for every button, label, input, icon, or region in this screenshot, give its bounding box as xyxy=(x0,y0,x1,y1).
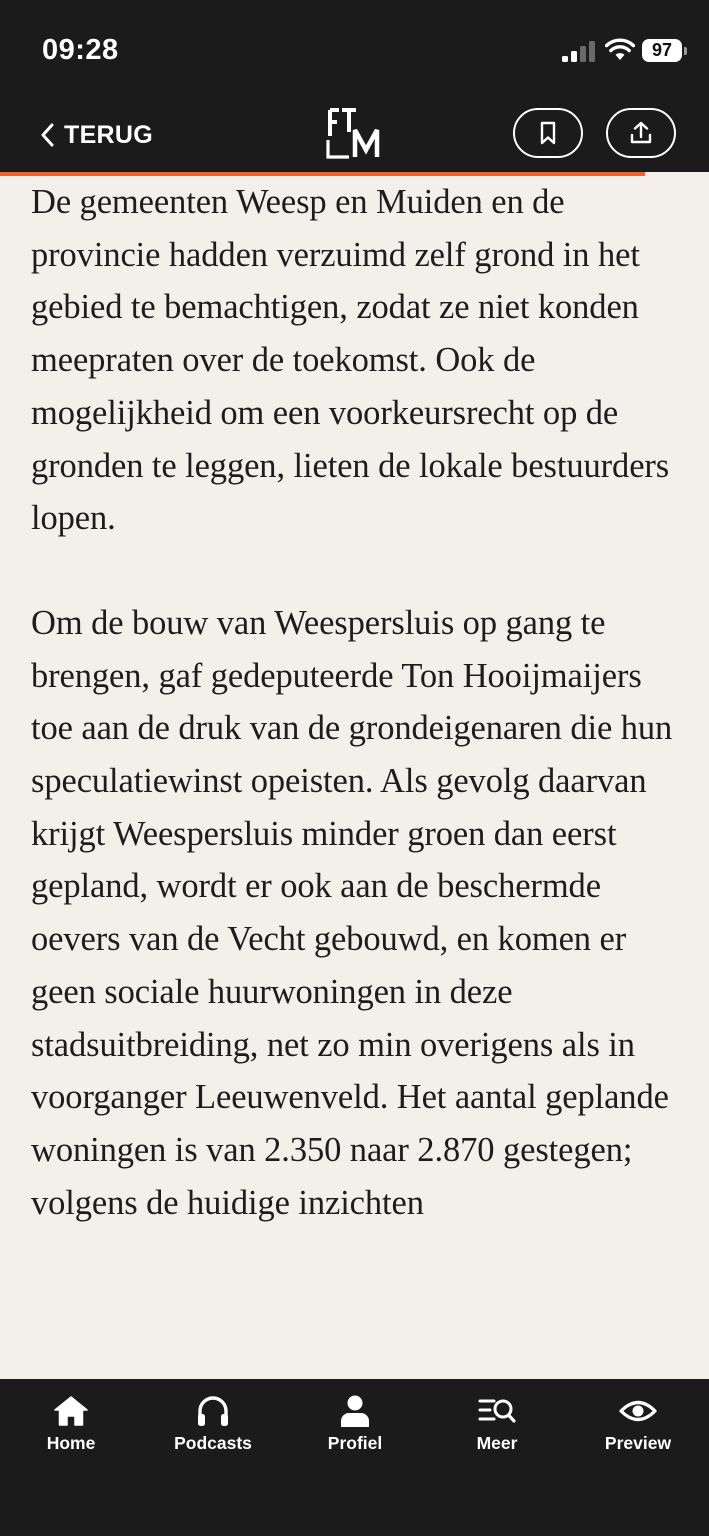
article-content xyxy=(0,176,709,1379)
eye-icon xyxy=(618,1393,658,1429)
tab-profiel[interactable] xyxy=(284,1393,426,1463)
back-button[interactable] xyxy=(38,114,153,156)
status-time: 09:28 xyxy=(42,34,119,66)
back-label: TERUG xyxy=(64,120,153,149)
article-body xyxy=(31,176,691,1229)
search-list-icon xyxy=(477,1393,517,1429)
tab-label: Preview xyxy=(604,1433,672,1453)
profile-icon xyxy=(335,1393,375,1429)
tab-preview[interactable] xyxy=(567,1393,709,1463)
bookmark-icon xyxy=(537,120,559,146)
ftm-logo xyxy=(326,106,384,160)
tab-label: Meer xyxy=(476,1433,518,1453)
tab-label: Profiel xyxy=(327,1433,383,1453)
tab-home[interactable] xyxy=(0,1393,142,1463)
tab-label: Podcasts xyxy=(174,1433,252,1453)
bookmark-button[interactable] xyxy=(513,108,583,158)
status-bar xyxy=(0,0,709,100)
bottom-tab-bar xyxy=(0,1379,709,1536)
cellular-signal-icon xyxy=(562,40,596,62)
share-icon xyxy=(628,120,654,146)
chevron-left-icon xyxy=(38,122,58,148)
article-paragraph: De gemeenten Weesp en Muiden en de provincie hadden verzuimd zelf grond in het gebied te bemachtigen, zodat ze niet konden meepraten over de toekomst. Ook de mogelijkheid om een voorkeursrecht op de gronden te leggen, lieten de lokale bestuurders lopen. xyxy=(31,183,670,538)
headphones-icon xyxy=(193,1393,233,1429)
wifi-icon xyxy=(605,38,635,62)
home-icon xyxy=(51,1393,91,1429)
tab-label: Home xyxy=(46,1433,96,1453)
tab-podcasts[interactable] xyxy=(142,1393,284,1463)
top-navigation-bar xyxy=(0,100,709,172)
tab-meer[interactable] xyxy=(426,1393,568,1463)
article-paragraph: Om de bouw van Weespersluis op gang te brengen, gaf gedeputeerde Ton Hooijmaijers toe aan de druk van de grondeigenaren die hun speculatiewinst opeisten. Als gevolg daarvan krijgt Weespersluis minder groen dan eerst gepland, wordt er ook aan de beschermde oevers van de Vecht gebouwd, en komen er geen sociale huurwoningen in deze stadsuitbreiding, net zo min overigens als in voorganger Leeuwenveld. Het aantal geplande woningen is van 2.350 naar 2.870 gestegen; volgens de huidige inzichten xyxy=(31,603,673,1222)
battery-indicator: 97 xyxy=(642,39,682,62)
share-button[interactable] xyxy=(606,108,676,158)
